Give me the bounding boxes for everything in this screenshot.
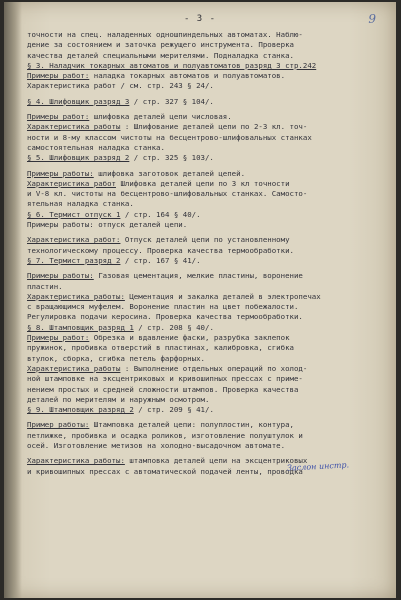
underlined-heading: Характеристика работы: — [27, 291, 125, 301]
text-line: Примеры работы: отпуск деталей цепи. — [27, 220, 188, 230]
text-line: петлижке, пробивка и осадка роликов, изготовление полуштулок и — [27, 430, 303, 440]
text-line: и кривошипных прессах с автоматической подачей ленты, проводка — [27, 466, 303, 476]
text-line: нением простых и средней сложности штампов. Проверка качества — [27, 384, 299, 394]
text-run: / стр. 164 § 40/. — [120, 209, 201, 219]
text-line — [27, 292, 388, 302]
text-run: : Выполнение отдельных операций по холод- — [120, 363, 308, 373]
text-line — [27, 153, 388, 163]
underlined-heading: § 8. Штамповщик разряд 1 — [27, 322, 134, 332]
text-line — [27, 364, 388, 374]
text-run: Цементация и закалка деталей в электропечах — [124, 291, 321, 301]
underlined-heading: § 4. Шлифовщик разряд 3 — [27, 96, 130, 106]
underlined-heading: Характеристика работ — [27, 178, 116, 188]
text-line — [27, 122, 388, 132]
text-line — [27, 97, 388, 107]
text-line: точности на спец. наладенных одношпиндельных автоматах. Наблю- — [27, 30, 303, 39]
underlined-heading: § 7. Термист разряд 2 — [27, 255, 121, 265]
text-line — [27, 405, 388, 415]
text-run: Газовая цементация, мелкие пластины, воронение — [93, 271, 303, 281]
text-line — [27, 420, 388, 430]
text-line: ной штамповке на эксцентриковых и кривошипных прессах с приме- — [27, 374, 303, 384]
text-line — [27, 333, 388, 343]
text-line: втулок, сборка, сгибка петель фарфорных. — [27, 353, 205, 363]
text-run: шлифовка заготовок деталей цепей. — [93, 168, 246, 178]
text-line: качества деталей специальными мерителями. Подналадка станка. — [27, 50, 294, 60]
text-line — [27, 271, 388, 281]
text-line — [27, 61, 388, 71]
text-line: Характеристика работ / см. стр. 243 § 24/. — [27, 81, 214, 91]
text-run: штамповка деталей цепи на эксцентриковых — [124, 456, 308, 466]
text-run: наладка токарных автоматов и полуавтоматов. — [89, 71, 286, 81]
text-line — [27, 169, 388, 179]
underlined-heading: Характеристика работы — [27, 122, 121, 132]
text-line: деталей по мерителям и наружным осмотром. — [27, 394, 210, 404]
text-run: Отпуск деталей цепи по установленному — [120, 235, 290, 245]
underlined-heading: Примеры работы: — [27, 271, 94, 281]
text-run: / стр. 209 § 41/. — [133, 405, 214, 415]
text-run: / стр. 167 § 41/. — [120, 255, 201, 265]
underlined-heading: Пример работы: — [27, 420, 90, 430]
underlined-heading: § 9. Штамповщик разряд 2 — [27, 405, 134, 415]
text-run: : Шлифование деталей цепи по 2-3 кл. точ- — [120, 122, 308, 132]
text-line: пружинок, пробивка отверстий в пластинах, калибровка, сгибка — [27, 343, 294, 353]
text-run: Обрезка и вдавление фаски, разрубка заклепок — [89, 333, 290, 343]
text-line — [27, 179, 388, 189]
underlined-heading: § 5. Шлифовщик разряд 2 — [27, 153, 130, 163]
text-line: самостоятельная наладка станка. — [27, 142, 165, 152]
underlined-heading: Примеры работ: — [27, 112, 90, 122]
binding-edge — [4, 2, 22, 598]
text-line — [27, 71, 388, 81]
text-line — [27, 323, 388, 333]
text-run: Шлифовка деталей цепи по 3 кл точности — [116, 178, 290, 188]
document-body — [27, 30, 388, 477]
text-line: дение за состоянием и заточка режущего инструмента. Проверка — [27, 40, 294, 50]
underlined-heading: Характеристика работы — [27, 363, 121, 373]
underlined-heading: § 3. Наладчик токарных автоматов и полуавтоматов разряд 3 стр.242 — [27, 60, 317, 70]
text-line: Регулировка подачи керосина. Проверка качества термообработки. — [27, 312, 303, 322]
text-line: ятельная наладка станка. — [27, 199, 134, 209]
text-run: / стр. 327 § 104/. — [129, 96, 214, 106]
text-line: пластин. — [27, 281, 63, 291]
underlined-heading: Примеры работы: — [27, 168, 94, 178]
text-line — [27, 112, 388, 122]
text-run: / стр. 208 § 40/. — [133, 322, 214, 332]
text-run: Штамповка деталей цепи: полуплостин, контура, — [89, 420, 294, 430]
text-line — [27, 210, 388, 220]
underlined-heading: Характеристика работы: — [27, 456, 125, 466]
underlined-heading: Характеристика работ: — [27, 235, 121, 245]
page-number: - 3 - — [183, 14, 217, 24]
text-run: шлифовка деталей цепи числовая. — [89, 112, 232, 122]
text-run: / стр. 325 § 103/. — [129, 153, 214, 163]
underlined-heading: Примеры работ: — [27, 71, 90, 81]
text-line: ности и 8-му классом чистоты на бесцентрово-шлифовальных станках — [27, 132, 312, 142]
underlined-heading: Примеры работ: — [27, 333, 90, 343]
archive-page-number: 9 — [368, 12, 376, 26]
document-page — [4, 2, 396, 598]
underlined-heading: § 6. Термист отпуск 1 — [27, 209, 121, 219]
handwritten-note: Заслон инстр. — [286, 460, 350, 473]
text-line: осей. Изготовление метизов на холодно-высадочном автомате. — [27, 440, 286, 450]
text-line — [27, 235, 388, 245]
text-line — [27, 256, 388, 266]
text-line: с вращающимся муфелем. Воронение пластин на цвет побежалости. — [27, 302, 299, 312]
text-line: технологическому процессу. Проверка качества термообработки. — [27, 245, 294, 255]
text-line: и V-8 кл. чистоты на бесцентрово-шлифовальных станках. Самосто- — [27, 189, 308, 199]
